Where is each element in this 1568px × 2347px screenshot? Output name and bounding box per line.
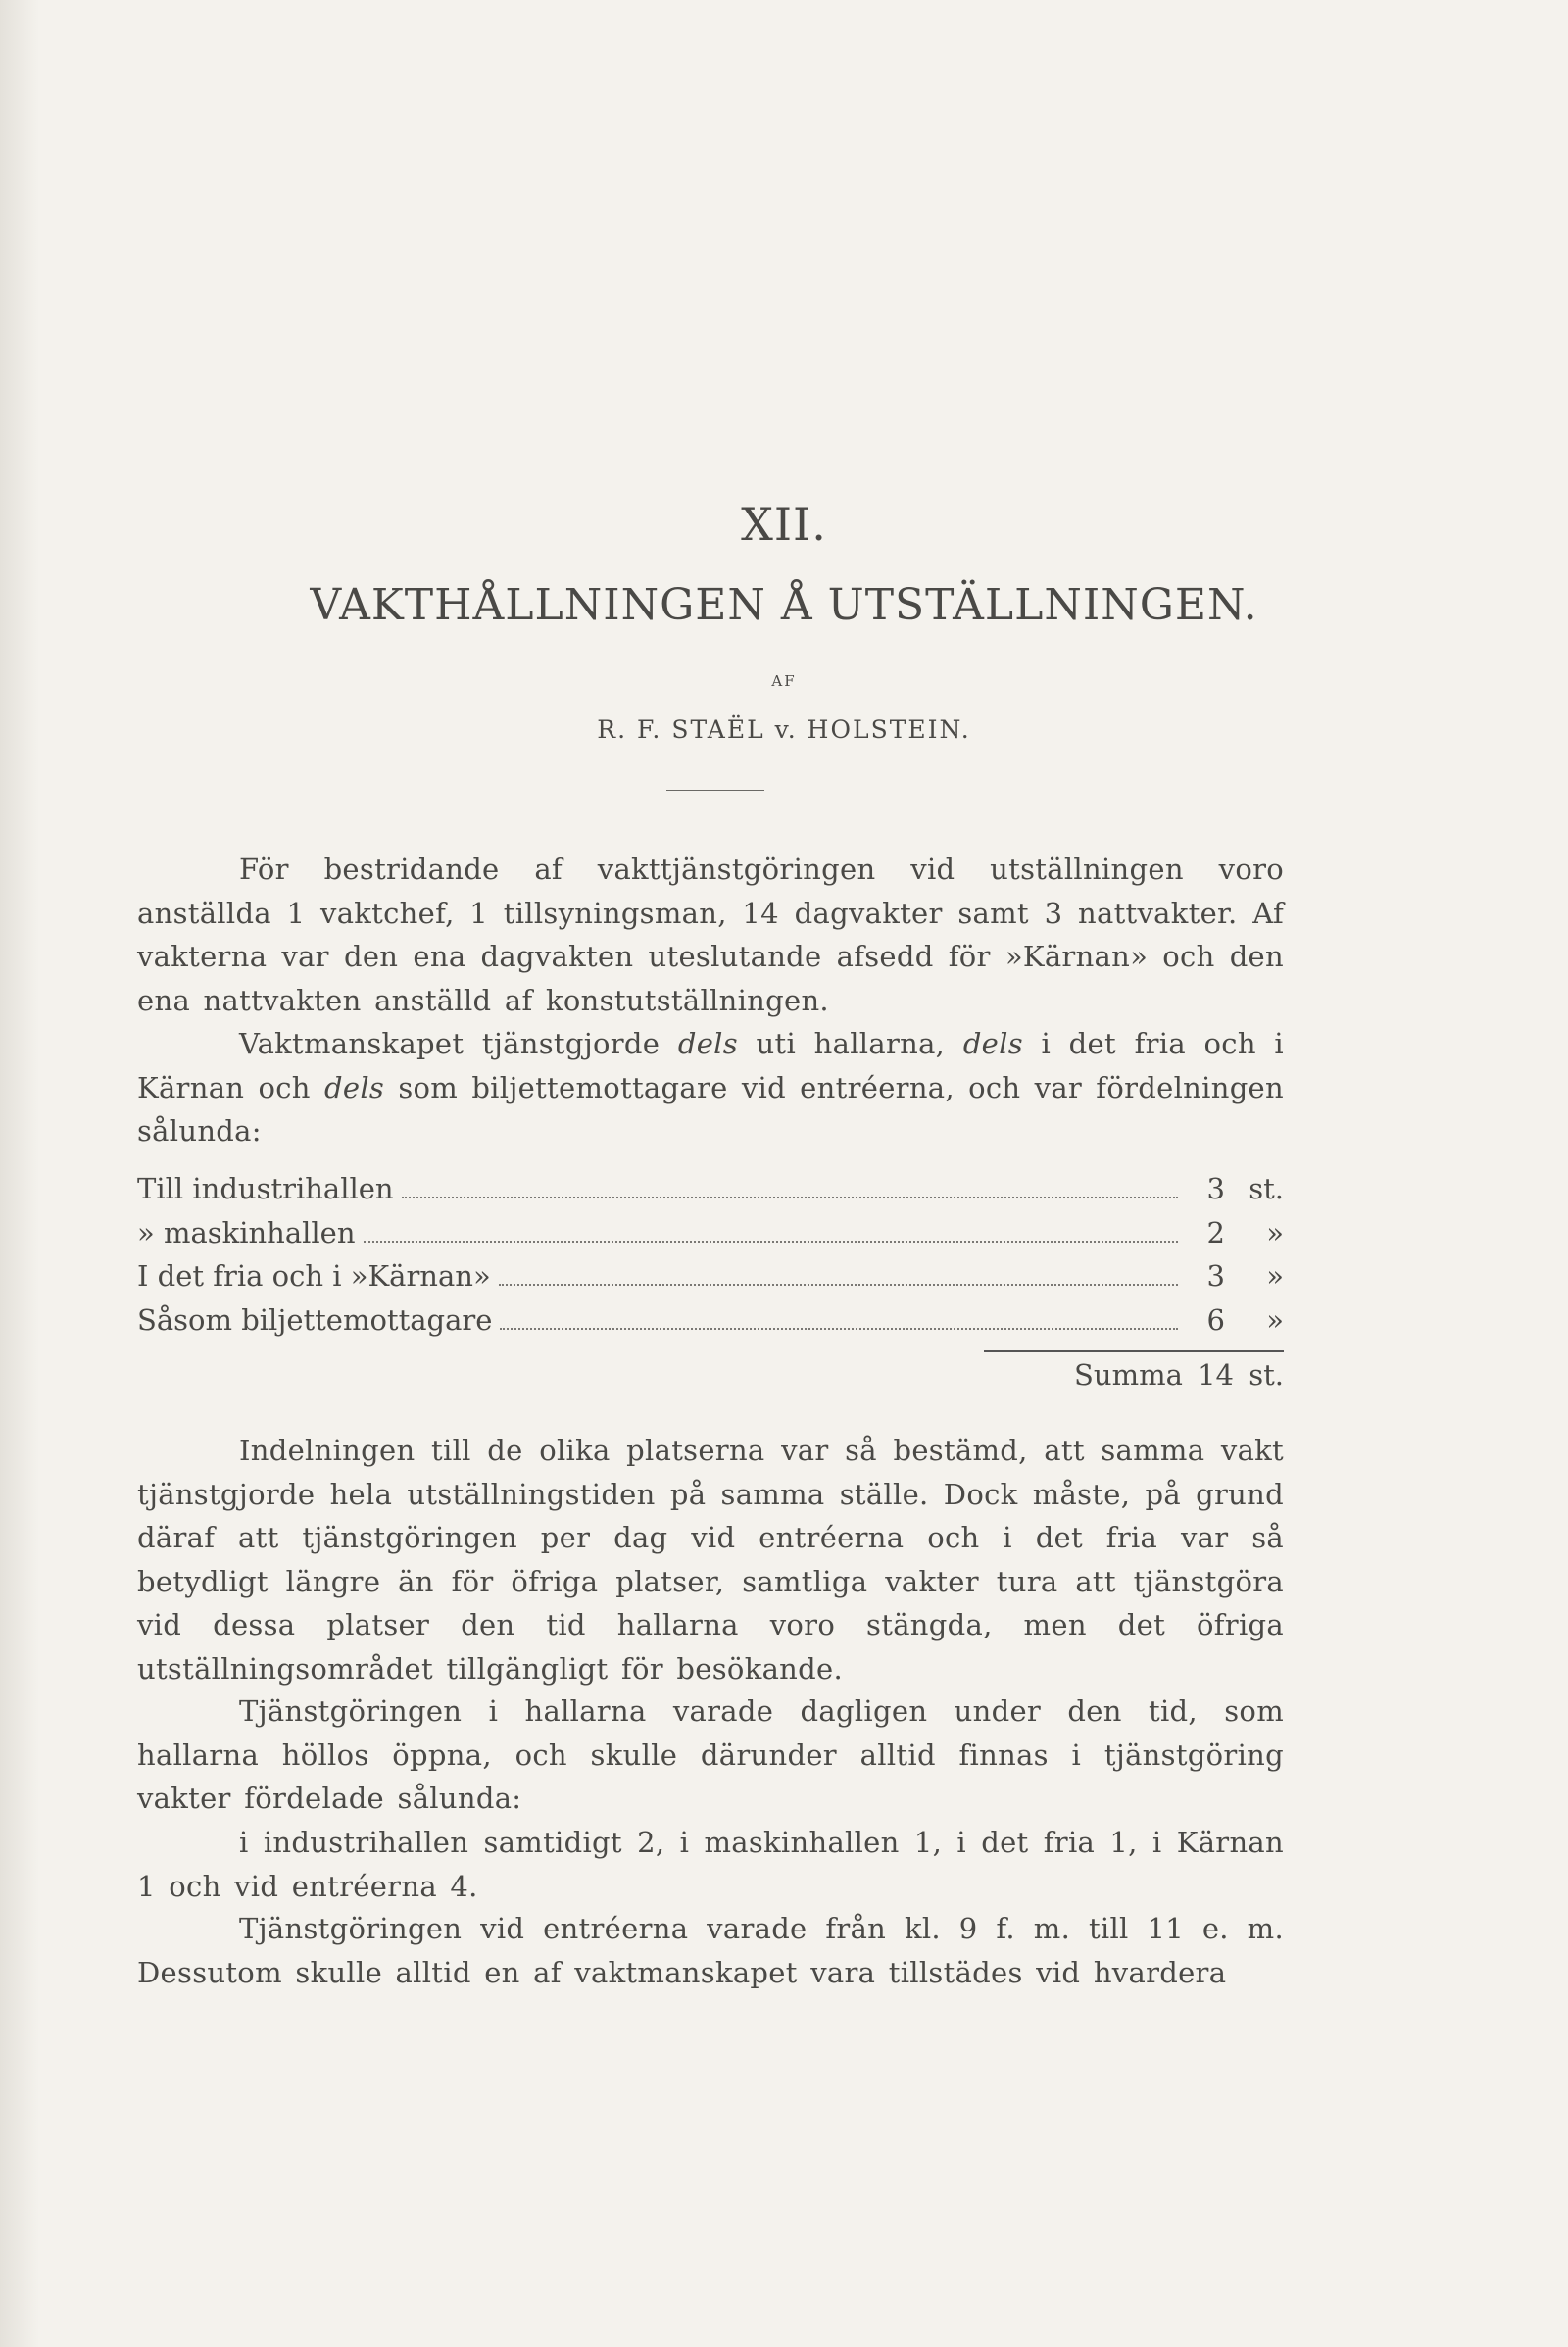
tally-unit: » [1266, 1302, 1284, 1337]
tally-value: 2 [1206, 1215, 1225, 1249]
emphasis-dels: dels [324, 1070, 385, 1104]
sum-unit: st. [1249, 1358, 1284, 1392]
title-divider [666, 790, 764, 791]
tally-value: 3 [1206, 1172, 1225, 1205]
tally-unit: » [1266, 1259, 1284, 1293]
dot-leader [364, 1241, 1178, 1243]
byline-author: R. F. STAËL v. HOLSTEIN. [597, 715, 971, 744]
sum-value: 14 [1198, 1358, 1235, 1392]
paragraph-distribution-text: uti hallarna, [737, 1027, 963, 1060]
tally-row [137, 1172, 1284, 1216]
paragraph-hall-counts: i industrihallen samtidigt 2, i maskinhallen 1, i det fria 1, i Kärnan 1 och vid entréerna 4. [137, 1826, 1284, 1903]
tally-row [137, 1259, 1284, 1303]
tally-unit: » [1266, 1215, 1284, 1249]
tally-label: » maskinhallen [137, 1215, 356, 1249]
byline-label: AF [771, 672, 797, 690]
paragraph-rotation: Indelningen till de olika platserna var så bestämd, att samma vakt tjänstgjorde hela utställningstiden på samma ställe. Dock måste, på grund däraf att tjänstgöringen per dag vid entréerna och i det fria var så betydligt längre än för öfriga platser, samtliga vakter tura att tjänstgöra vid dessa platser den tid hallarna voro stängda, men det öfriga utställningsområdet tillgängligt för besökande. [137, 1434, 1284, 1686]
emphasis-dels: dels [962, 1027, 1023, 1060]
paragraph-hall-duty: Tjänstgöringen i hallarna varade dagligen under den tid, som hallarna höllos öppna, och skulle därunder alltid finnas i tjänstgöring vakter fördelade sålunda: [137, 1694, 1284, 1815]
sum-rule [984, 1350, 1284, 1352]
tally-sum [921, 1358, 1284, 1392]
paragraph-distribution-text: som biljettemottagare vid entréerna, och var fördelningen sålunda: [137, 1070, 1284, 1148]
guard-tally-table [137, 1172, 1284, 1346]
chapter-title: VAKTHÅLLNINGEN Å UTSTÄLLNINGEN. [310, 580, 1258, 630]
paragraph-distribution [137, 1022, 1284, 1153]
chapter-number: XII. [741, 498, 827, 551]
tally-label: Såsom biljettemottagare [137, 1302, 493, 1337]
sum-label: Summa [1074, 1358, 1183, 1392]
paragraph-distribution-text: Vaktmanskapet tjänstgjorde [239, 1027, 678, 1060]
paragraph-entrance-hours: Tjänstgöringen vid entréerna varade från kl. 9 f. m. till 11 e. m. Dessutom skulle alltid en af vaktmanskapet vara tillstädes vid hvardera [137, 1912, 1284, 1989]
tally-unit: st. [1249, 1172, 1284, 1205]
paragraph-staffing: För bestridande af vakttjänstgöringen vid utställningen voro anställda 1 vaktchef, 1 tillsyningsman, 14 dagvakter samt 3 nattvakter. Af vakterna var den ena dagvakten uteslutande afsedd för »Kärnan» och den ena nattvakten anställd af konstutställningen. [137, 853, 1284, 1017]
emphasis-dels: dels [677, 1027, 738, 1060]
dot-leader [500, 1328, 1178, 1330]
tally-value: 6 [1206, 1302, 1225, 1337]
dot-leader [402, 1197, 1178, 1198]
dot-leader [499, 1284, 1178, 1286]
tally-row [137, 1216, 1284, 1260]
tally-label: I det fria och i »Kärnan» [137, 1259, 491, 1293]
tally-row [137, 1303, 1284, 1347]
tally-label: Till industrihallen [137, 1172, 394, 1205]
tally-value: 3 [1206, 1259, 1225, 1293]
paragraph-distribution-text: i det fria och i Kärnan och [137, 1027, 1284, 1104]
